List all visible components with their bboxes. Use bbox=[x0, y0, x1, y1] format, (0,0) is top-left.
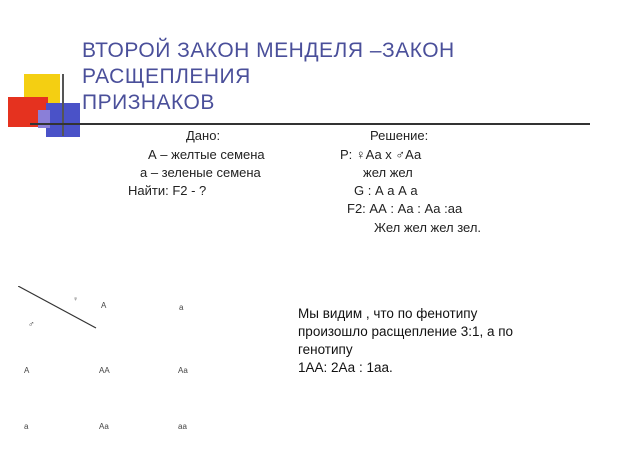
title-divider bbox=[30, 123, 590, 125]
solution-gametes: G : А а А а bbox=[354, 183, 418, 198]
punnett-header-gamete: а bbox=[179, 303, 184, 312]
conclusion-line: 1АА: 2Аа : 1аа. bbox=[298, 360, 393, 375]
male-symbol: ♂ bbox=[28, 319, 35, 329]
title-line-1: ВТОРОЙ ЗАКОН МЕНДЕЛЯ –ЗАКОН bbox=[82, 39, 455, 62]
given-line: а – зеленые семена bbox=[140, 165, 261, 180]
conclusion-text bbox=[298, 305, 588, 377]
conclusion-line: Мы видим , что по фенотипу bbox=[298, 306, 478, 321]
given-label: Дано: bbox=[186, 128, 221, 143]
solution-parents: P: ♀Аа х ♂Аа bbox=[340, 147, 422, 162]
title-line-2: РАСЩЕПЛЕНИЯ bbox=[82, 65, 251, 88]
punnett-cell: АА bbox=[99, 366, 110, 375]
given-find-line: Найти: F2 - ? bbox=[128, 183, 207, 198]
given-line: А – желтые семена bbox=[148, 147, 265, 162]
solution-f2: F2: АА : Аа : Аа :аа bbox=[347, 201, 463, 216]
punnett-row-gamete: а bbox=[24, 422, 29, 431]
solution-label: Решение: bbox=[370, 128, 429, 143]
title-line-3: ПРИЗНАКОВ bbox=[82, 91, 215, 114]
decor-overlap-square bbox=[38, 110, 50, 128]
punnett-cell: аа bbox=[178, 422, 187, 431]
decor-vertical-line bbox=[62, 74, 64, 136]
conclusion-line: произошло расщепление 3:1, а по bbox=[298, 324, 514, 339]
conclusion-line: генотипу bbox=[298, 342, 353, 357]
solution-f2-phenotypes: Жел жел жел зел. bbox=[374, 220, 482, 235]
punnett-cell: Аа bbox=[99, 422, 109, 431]
punnett-cell: Аа bbox=[178, 366, 188, 375]
punnett-row-gamete: А bbox=[24, 366, 30, 375]
slide-title bbox=[82, 38, 502, 116]
solution-parent-phenotypes: жел жел bbox=[363, 165, 413, 180]
punnett-header-gamete: А bbox=[101, 301, 107, 310]
female-symbol: ♀ bbox=[73, 296, 79, 303]
